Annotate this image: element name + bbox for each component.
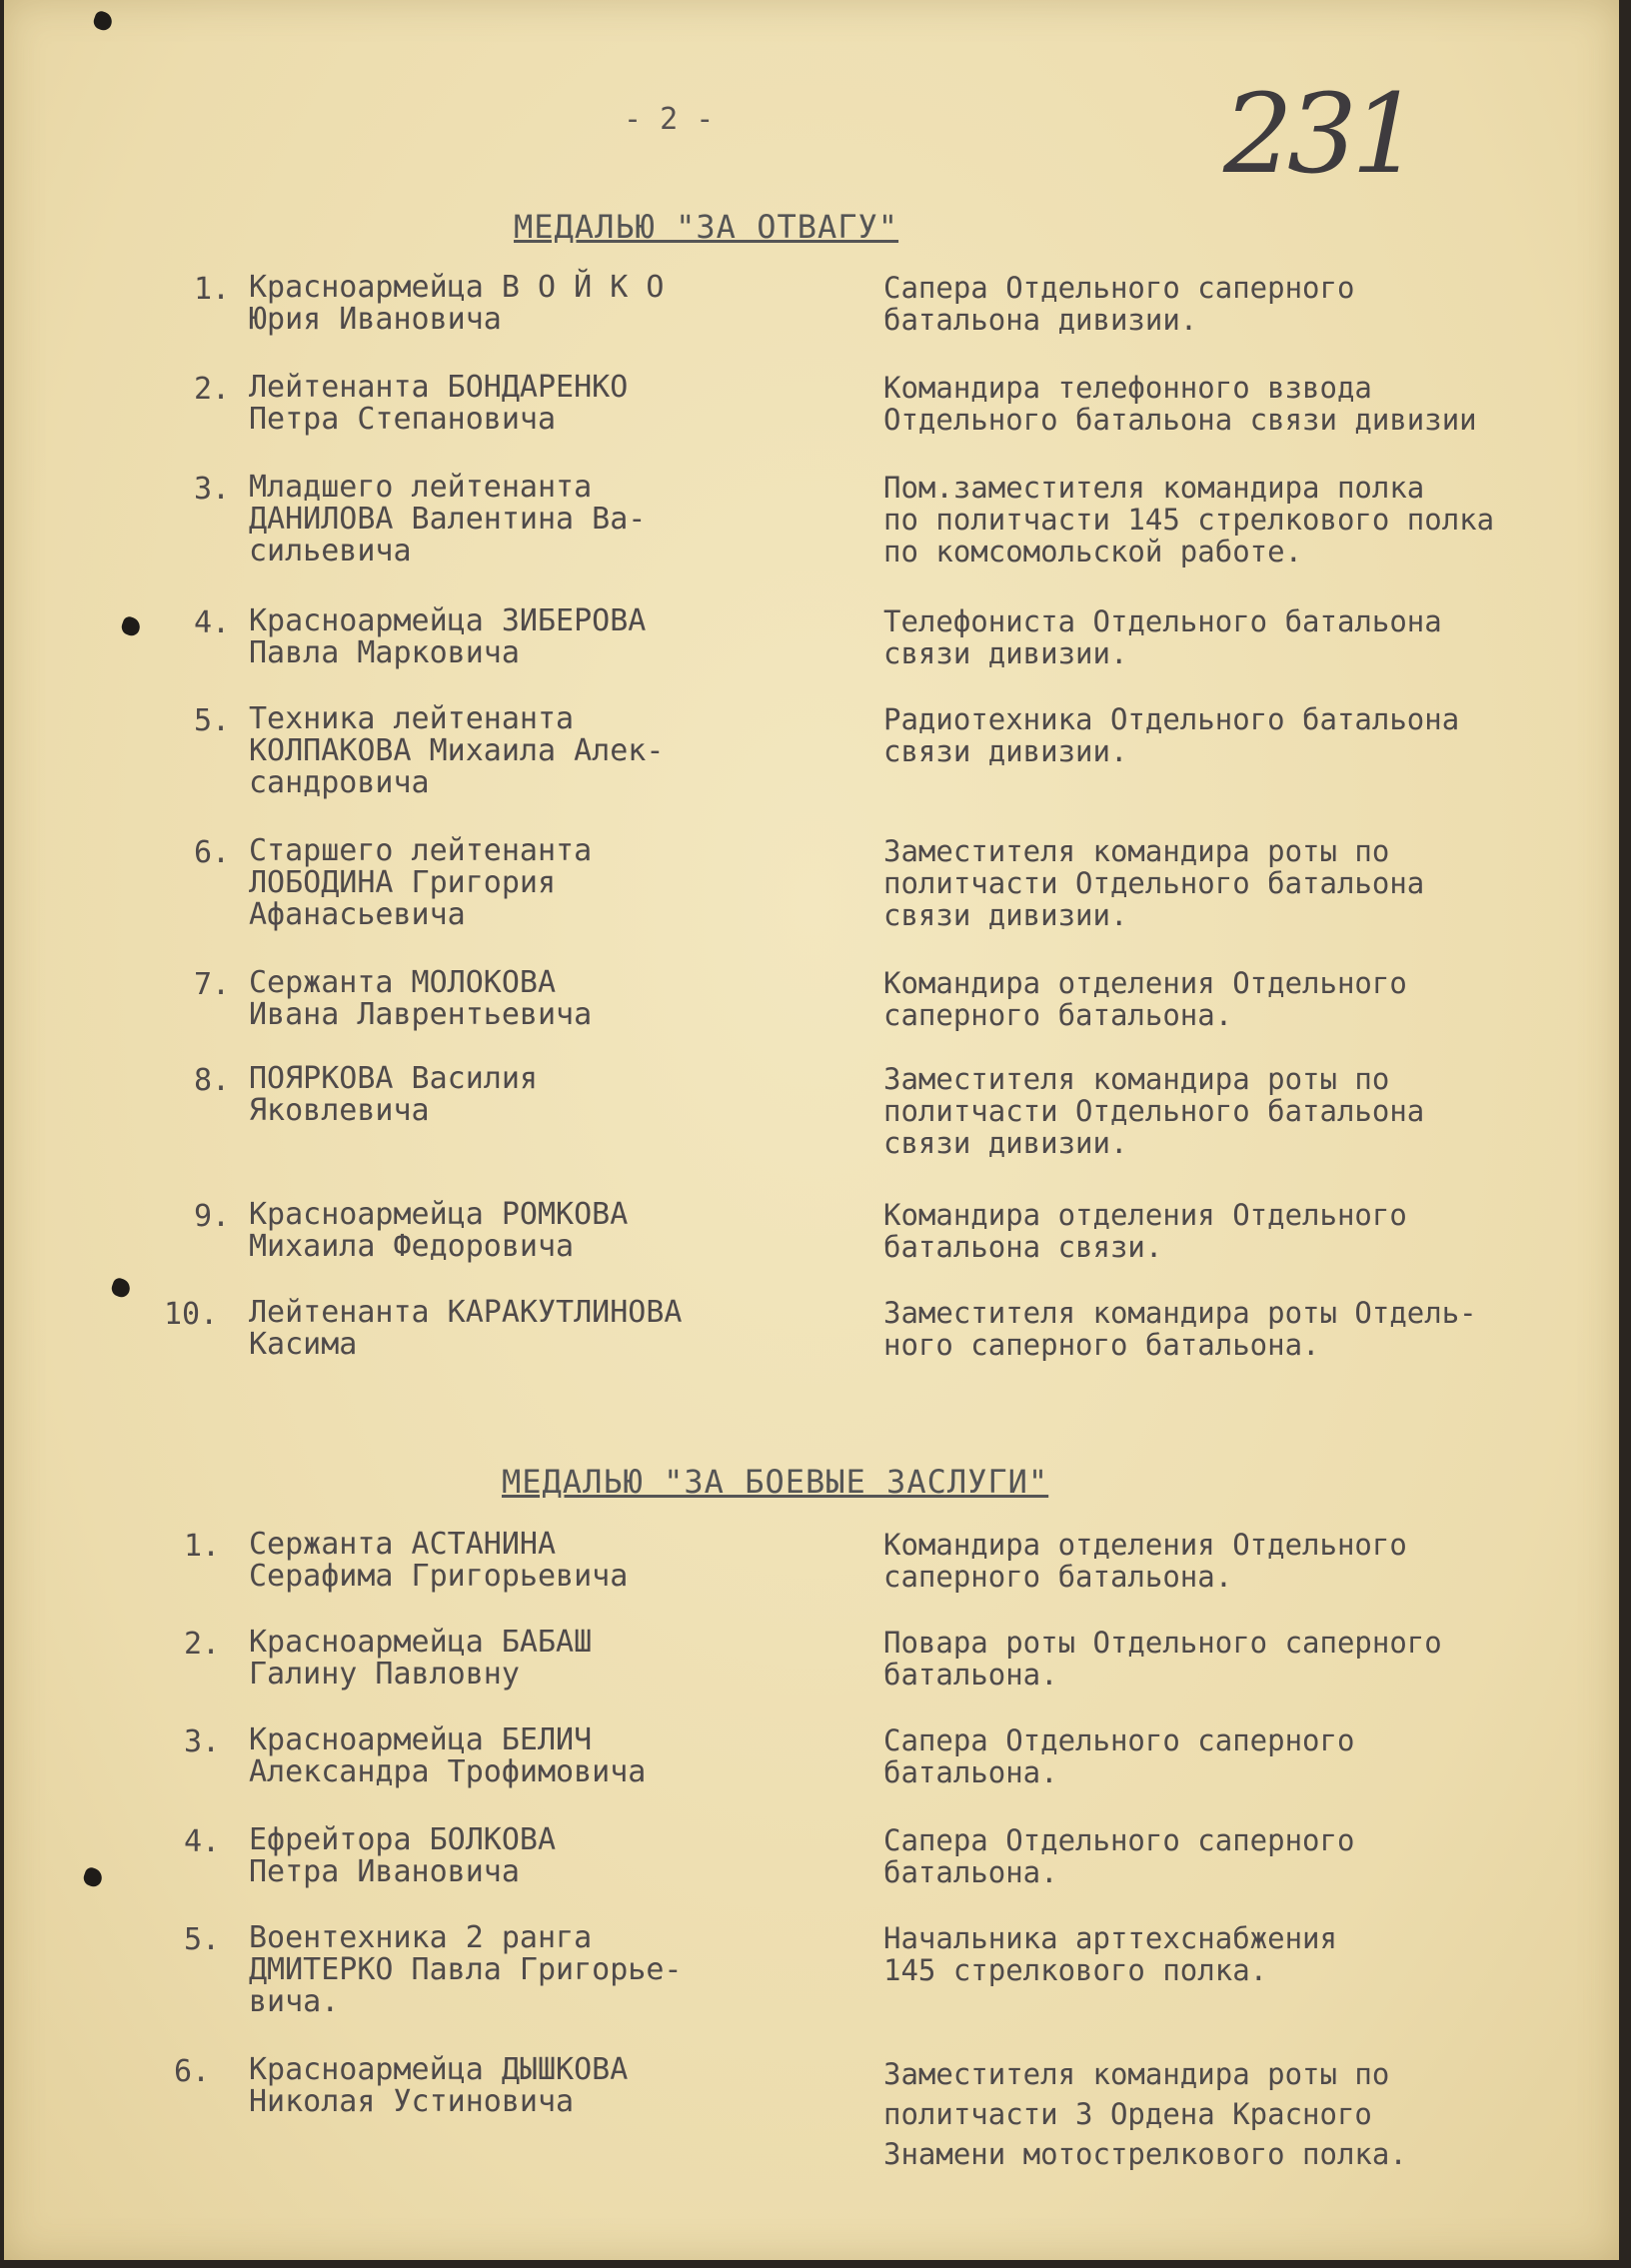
punch-hole-mark bbox=[109, 1276, 132, 1299]
page-number: - 2 - bbox=[624, 102, 715, 137]
entry-position: Повара роты Отдельного саперного батальона. bbox=[883, 1626, 1442, 1692]
entry-position: Командира отделения Отдельного саперного батальона. bbox=[883, 966, 1407, 1032]
entry-name: Красноармейца В О Й К О Юрия Ивановича bbox=[249, 270, 665, 337]
entry-position: Телефониста Отдельного батальона связи дивизии. bbox=[883, 604, 1442, 670]
entry-number: 3. bbox=[194, 472, 231, 507]
entry-position: Заместителя командира роты по политчасти Отдельного батальона связи дивизии. bbox=[883, 834, 1425, 932]
entry-position: Начальника арттехснабжения 145 стрелкового полка. bbox=[883, 1921, 1337, 1987]
entry-number: 6. bbox=[194, 835, 231, 870]
entry-position: Пом.заместителя командира полка по политчасти 145 стрелкового полка по комсомольской работе. bbox=[883, 471, 1495, 568]
entry-number: 4. bbox=[194, 605, 231, 640]
entry-position: Командира телефонного взвода Отдельного батальона связи дивизии bbox=[883, 371, 1477, 437]
entry-number: 10. bbox=[164, 1297, 219, 1332]
entry-number: 4. bbox=[184, 1824, 221, 1859]
entry-position: Командира отделения Отдельного саперного батальона. bbox=[883, 1528, 1407, 1594]
entry-name: Красноармейца БАБАШ Галину Павловну bbox=[249, 1625, 593, 1692]
entry-name: Старшего лейтенанта ЛОБОДИНА Григория Афанасьевича bbox=[249, 833, 593, 932]
punch-hole-mark bbox=[91, 9, 114, 32]
entry-name: Красноармейца БЕЛИЧ Александра Трофимовича bbox=[249, 1722, 647, 1789]
entry-name: Младшего лейтенанта ДАНИЛОВА Валентина Ва- сильевича bbox=[249, 470, 647, 568]
entry-number: 6. bbox=[174, 2054, 211, 2089]
entry-name: Техника лейтенанта КОЛПАКОВА Михаила Алек- сандровича bbox=[249, 701, 665, 800]
entry-position: Сапера Отдельного саперного батальона. bbox=[883, 1723, 1355, 1789]
entry-name: ПОЯРКОВА Василия Яковлевича bbox=[249, 1061, 538, 1128]
document-page bbox=[4, 0, 1619, 2260]
entry-position: Радиотехника Отдельного батальона связи дивизии. bbox=[883, 702, 1460, 768]
entry-position: Заместителя командира роты по политчасти 3 Ордена Красного Знамени мотострелкового полка. bbox=[883, 2057, 1407, 2171]
entry-number: 2. bbox=[184, 1627, 221, 1662]
entry-number: 5. bbox=[184, 1922, 221, 1957]
entry-number: 2. bbox=[194, 372, 231, 407]
entry-number: 1. bbox=[184, 1529, 221, 1564]
entry-position: Заместителя командира роты Отдель- ного саперного батальона. bbox=[883, 1296, 1477, 1362]
entry-name: Красноармейца ДЫШКОВА Николая Устиновича bbox=[249, 2052, 629, 2119]
entry-name: Красноармейца РОМКОВА Михаила Федоровича bbox=[249, 1197, 629, 1264]
section-heading-courage-medal: МЕДАЛЬЮ "ЗА ОТВАГУ" bbox=[514, 208, 899, 246]
punch-hole-mark bbox=[119, 614, 142, 637]
entry-name: Сержанта АСТАНИНА Серафима Григорьевича bbox=[249, 1527, 629, 1594]
entry-number: 9. bbox=[194, 1199, 231, 1234]
entry-number: 1. bbox=[194, 272, 231, 307]
entry-number: 3. bbox=[184, 1724, 221, 1759]
entry-position: Заместителя командира роты по политчасти Отдельного батальона связи дивизии. bbox=[883, 1062, 1425, 1160]
entry-position: Командира отделения Отдельного батальона связи. bbox=[883, 1198, 1407, 1264]
punch-hole-mark bbox=[81, 1865, 104, 1888]
entry-number: 7. bbox=[194, 967, 231, 1002]
entry-name: Красноармейца ЗИБЕРОВА Павла Марковича bbox=[249, 603, 647, 670]
entry-name: Лейтенанта КАРАКУТЛИНОВА Касима bbox=[249, 1295, 683, 1362]
entry-name: Ефрейтора БОЛКОВА Петра Ивановича bbox=[249, 1822, 557, 1889]
entry-name: Воентехника 2 ранга ДМИТЕРКО Павла Григорье- вича. bbox=[249, 1920, 683, 2019]
entry-number: 5. bbox=[194, 703, 231, 738]
section-heading-combat-merit-medal: МЕДАЛЬЮ "ЗА БОЕВЫЕ ЗАСЛУГИ" bbox=[502, 1463, 1049, 1501]
entry-position: Сапера Отдельного саперного батальона дивизии. bbox=[883, 271, 1355, 337]
entry-number: 8. bbox=[194, 1063, 231, 1098]
entry-position: Сапера Отдельного саперного батальона. bbox=[883, 1823, 1355, 1889]
handwritten-archive-number: 231 bbox=[1223, 70, 1415, 198]
entry-name: Лейтенанта БОНДАРЕНКО Петра Степановича bbox=[249, 370, 629, 437]
entry-name: Сержанта МОЛОКОВА Ивана Лаврентьевича bbox=[249, 965, 593, 1032]
